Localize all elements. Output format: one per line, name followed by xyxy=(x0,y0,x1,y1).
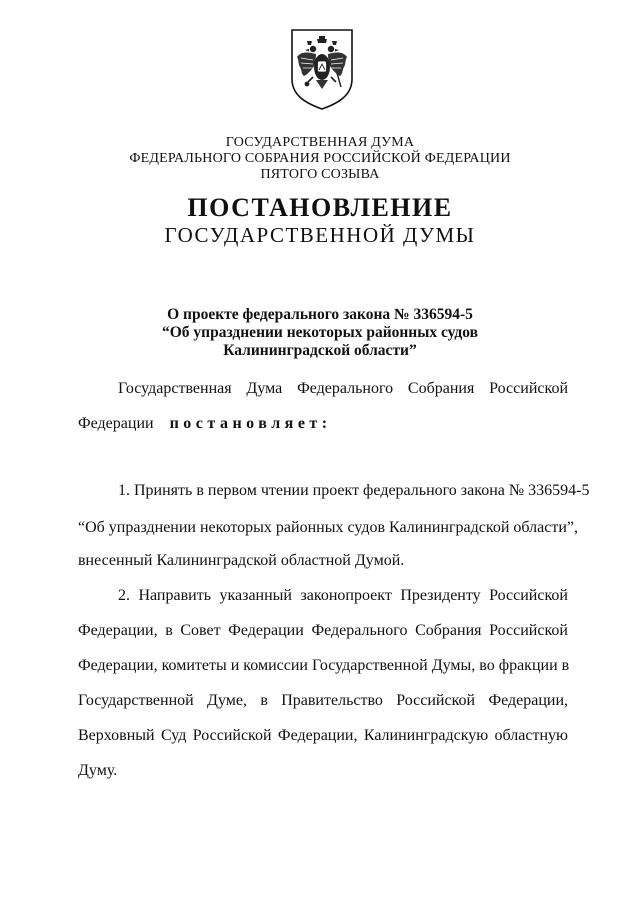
item2-line-5: Верховный Суд Российской Федерации, Калининградскую областную xyxy=(78,727,568,744)
subject-line-3: Калининградской области” xyxy=(223,342,417,359)
document-title: ПОСТАНОВЛЕНИЕ xyxy=(187,193,453,222)
header-convocation: ПЯТОГО СОЗЫВА xyxy=(260,167,380,182)
item2-line-4: Государственной Думе, в Правительство Российской Федерации, xyxy=(78,692,568,709)
header-federal-assembly: ФЕДЕРАЛЬНОГО СОБРАНИЯ РОССИЙСКОЙ ФЕДЕРАЦИИ xyxy=(129,151,511,166)
subject-line-1: О проекте федерального закона № 336594-5 xyxy=(167,306,473,323)
item2-line-2: Федерации, в Совет Федерации Федерального Собрания Российской xyxy=(78,622,568,639)
item1-line-2: “Об упразднении некоторых районных судов Калининградской области”, xyxy=(78,519,578,536)
coat-of-arms-emblem xyxy=(289,27,355,111)
item2-line-6: Думу. xyxy=(78,762,118,779)
subject-line-2: “Об упразднении некоторых районных судов xyxy=(161,324,478,341)
item1-line-3: внесенный Калининградской областной Думой. xyxy=(78,552,405,569)
preamble-line-1: Государственная Дума Федерального Собрания Российской xyxy=(118,380,568,397)
document-subtitle: ГОСУДАРСТВЕННОЙ ДУМЫ xyxy=(164,223,476,247)
preamble-line-2 xyxy=(78,415,568,433)
resolves-verb: постановляет: xyxy=(169,415,332,432)
preamble-federation: Федерации xyxy=(78,415,154,432)
header-duma: ГОСУДАРСТВЕННАЯ ДУМА xyxy=(225,135,415,150)
item1-line-1: 1. Принять в первом чтении проект федерального закона № 336594-5 xyxy=(118,482,590,499)
item2-line-1: 2. Направить указанный законопроект Президенту Российской xyxy=(118,587,568,604)
item2-line-3: Федерации, комитеты и комиссии Государственной Думы, во фракции в xyxy=(78,657,570,674)
